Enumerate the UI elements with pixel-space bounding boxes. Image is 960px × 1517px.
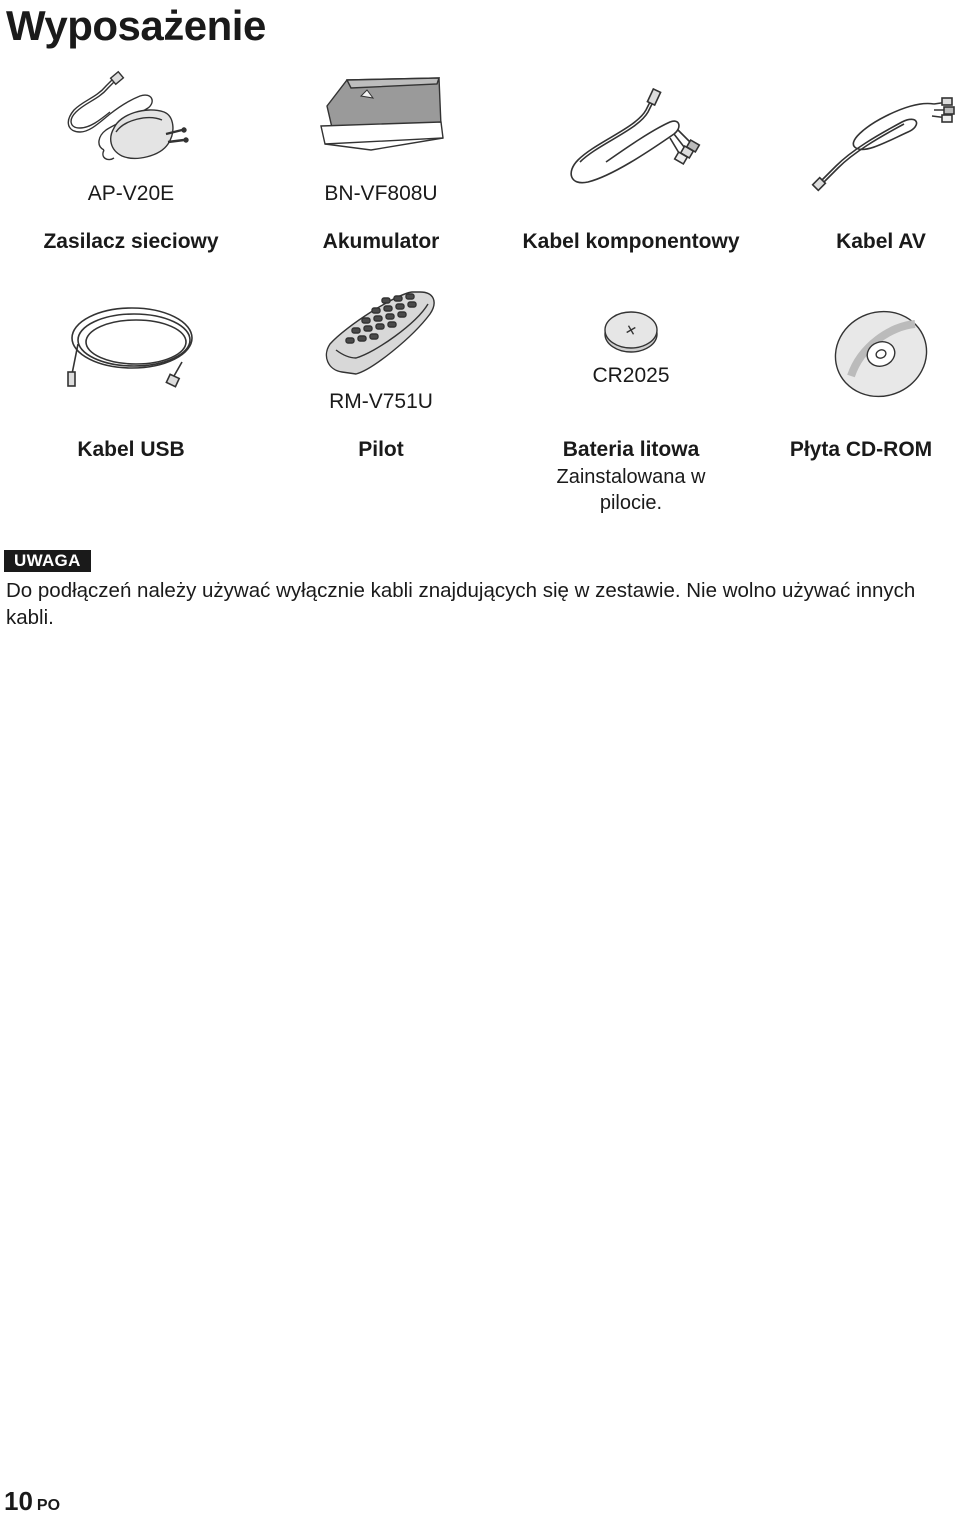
item-model: CR2025 bbox=[592, 364, 670, 387]
item-note: Zainstalowana w pilocie. bbox=[556, 466, 706, 514]
battery-pack-icon bbox=[311, 70, 451, 160]
item-label: Kabel komponentowy bbox=[522, 230, 740, 253]
item-component-cable bbox=[506, 88, 756, 268]
notice-badge: UWAGA bbox=[4, 550, 91, 572]
item-cd-rom bbox=[756, 306, 960, 486]
coin-battery-icon bbox=[601, 306, 661, 356]
item-label: Płyta CD-ROM bbox=[789, 438, 933, 461]
page-title: Wyposażenie bbox=[6, 2, 266, 49]
item-model: AP-V20E bbox=[87, 182, 175, 205]
usb-cable-icon bbox=[56, 296, 206, 396]
av-cable-icon bbox=[806, 88, 956, 193]
item-model: BN-VF808U bbox=[324, 182, 438, 205]
item-remote-control bbox=[256, 286, 506, 476]
item-model: RM-V751U bbox=[329, 390, 433, 413]
item-label: Kabel AV bbox=[836, 230, 926, 253]
item-coin-battery bbox=[506, 306, 756, 526]
cd-rom-icon bbox=[831, 306, 931, 398]
notice-text: Do podłączeń należy używać wyłącznie kabli znajdujących się w zestawie. Nie wolno używać innych kabli. bbox=[6, 579, 916, 629]
page-number: 10 bbox=[4, 1486, 33, 1516]
item-label: Kabel USB bbox=[77, 438, 185, 461]
item-battery-pack bbox=[256, 70, 506, 270]
page-footer bbox=[4, 1486, 60, 1517]
component-cable-icon bbox=[556, 88, 706, 193]
language-code: PO bbox=[36, 1497, 61, 1514]
item-label: Bateria litowa bbox=[562, 438, 700, 461]
item-ac-adapter bbox=[6, 70, 256, 270]
remote-control-icon bbox=[316, 286, 446, 382]
item-usb-cable bbox=[6, 296, 256, 476]
item-label: Akumulator bbox=[322, 230, 440, 253]
item-label: Zasilacz sieciowy bbox=[43, 230, 219, 253]
item-label: Pilot bbox=[358, 438, 404, 461]
ac-adapter-icon bbox=[56, 70, 206, 175]
item-av-cable bbox=[756, 88, 960, 268]
